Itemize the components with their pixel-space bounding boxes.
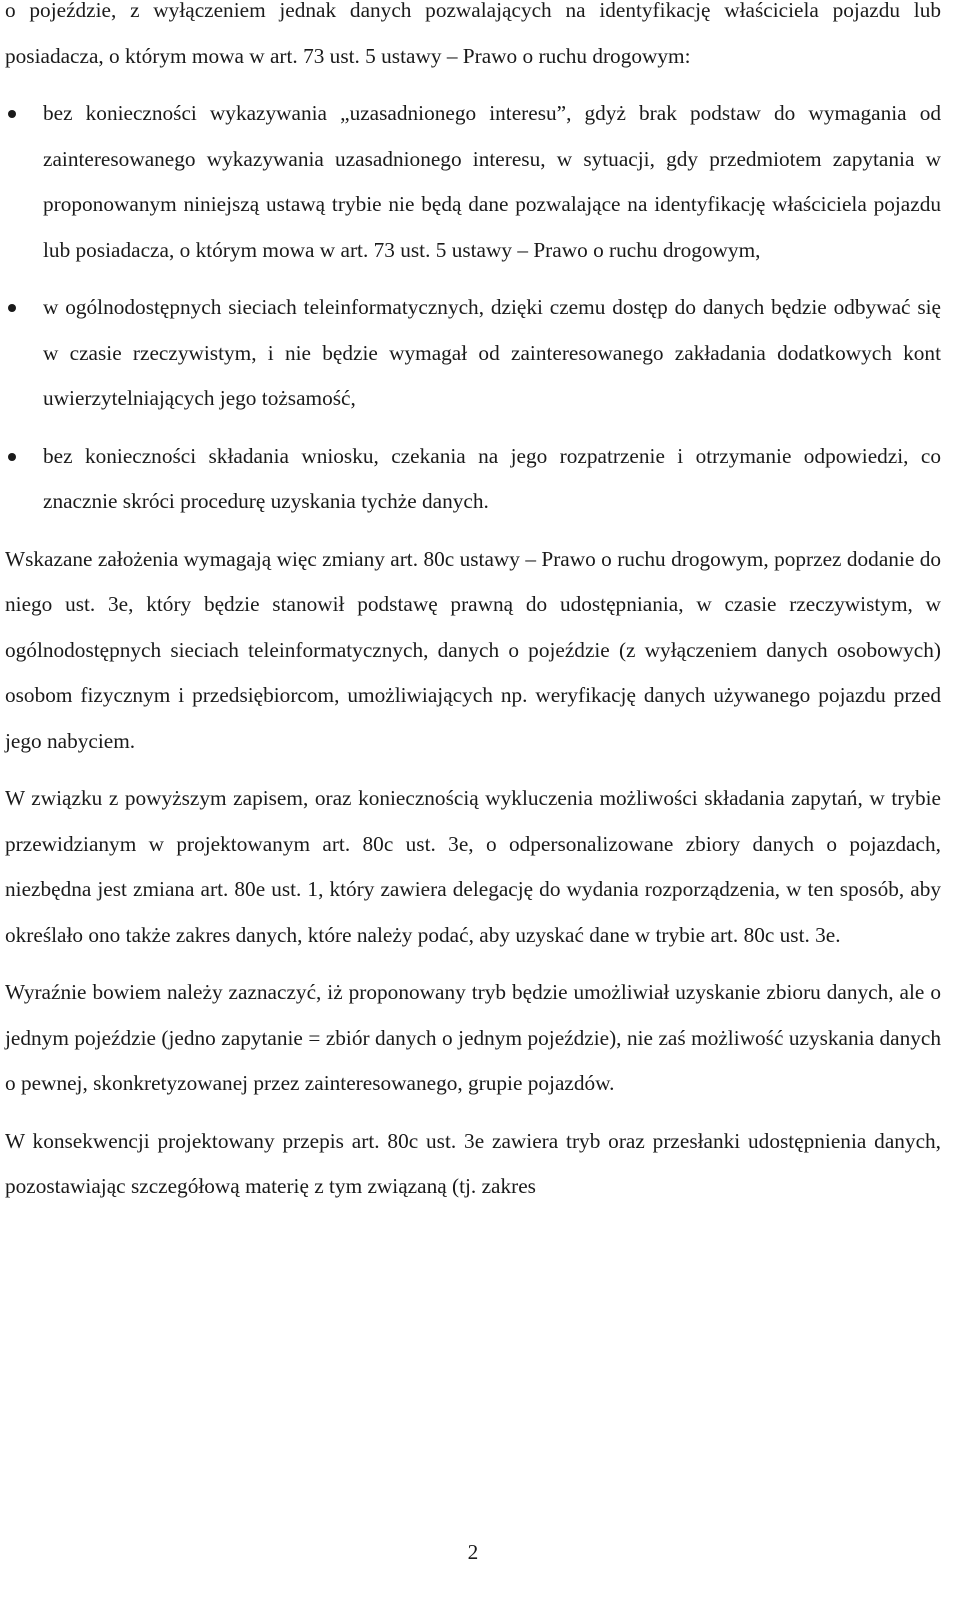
bullet-text: bez konieczności składania wniosku, czekania na jego rozpatrzenie i otrzymanie odpowiedzi, co znacznie skróci procedurę uzyskania tychże danych. bbox=[43, 443, 941, 513]
bullet-list bbox=[5, 91, 941, 525]
bullet-dot-icon bbox=[8, 110, 16, 118]
bullet-text: w ogólnodostępnych sieciach teleinformatycznych, dzięki czemu dostęp do danych będzie odbywać się w czasie rzeczywistym, i nie będzie wymagał od zainteresowanego zakładania dodatkowych kont uwierzytelniających jego tożsamość, bbox=[43, 295, 941, 410]
body-paragraph: Wyraźnie bowiem należy zaznaczyć, iż proponowany tryb będzie umożliwiał uzyskanie zbioru danych, ale o jednym pojeździe (jedno zapytanie = zbiór danych o jednym pojeździe), nie zaś możliwość uzyskania danych o pewnej, skonkretyzowanej przez zainteresowanego, grupie pojazdów. bbox=[5, 980, 941, 1095]
intro-paragraph: o pojeździe, z wyłączeniem jednak danych pozwalających na identyfikację właściciela pojazdu lub posiadacza, o którym mowa w art. 73 ust. 5 ustawy – Prawo o ruchu drogowym: bbox=[5, 0, 941, 68]
bullet-item bbox=[5, 434, 941, 525]
body-paragraph: W związku z powyższym zapisem, oraz koniecznością wykluczenia możliwości składania zapytań, w trybie przewidzianym w projektowanym art. 80c ust. 3e, o odpersonalizowane zbiory danych o pojazdach, niezbędna jest zmiana art. 80e ust. 1, który zawiera delegację do wydania rozporządzenia, w ten sposób, aby określało ono także zakres danych, które należy podać, aby uzyskać dane w trybie art. 80c ust. 3e. bbox=[5, 786, 941, 947]
bullet-item bbox=[5, 91, 941, 273]
body-paragraph: Wskazane założenia wymagają więc zmiany art. 80c ustawy – Prawo o ruchu drogowym, poprzez dodanie do niego ust. 3e, który będzie stanowił podstawę prawną do udostępniania, w czasie rzeczywistym, w ogólnodostępnych sieciach teleinformatycznych, danych o pojeździe (z wyłączeniem danych osobowych) osobom fizycznym i przedsiębiorcom, umożliwiających np. weryfikację danych używanego pojazdu przed jego nabyciem. bbox=[5, 546, 941, 753]
bullet-text: bez konieczności wykazywania „uzasadnionego interesu”, gdyż brak podstaw do wymagania od zainteresowanego wykazywania uzasadnionego interesu, w sytuacji, gdy przedmiotem zapytania w proponowanym niniejszą ustawą trybie nie będą dane pozwalające na identyfikację właściciela pojazdu lub posiadacza, o którym mowa w art. 73 ust. 5 ustawy – Prawo o ruchu drogowym, bbox=[43, 101, 941, 262]
document-page bbox=[5, 0, 941, 1210]
body-paragraph: W konsekwencji projektowany przepis art. 80c ust. 3e zawiera tryb oraz przesłanki udostępnienia danych, pozostawiając szczegółową materię z tym związaną (tj. zakres bbox=[5, 1128, 941, 1198]
bullet-dot-icon bbox=[8, 304, 16, 312]
bullet-item bbox=[5, 285, 941, 422]
page-number: 2 bbox=[467, 1540, 479, 1564]
bullet-dot-icon bbox=[8, 453, 16, 461]
